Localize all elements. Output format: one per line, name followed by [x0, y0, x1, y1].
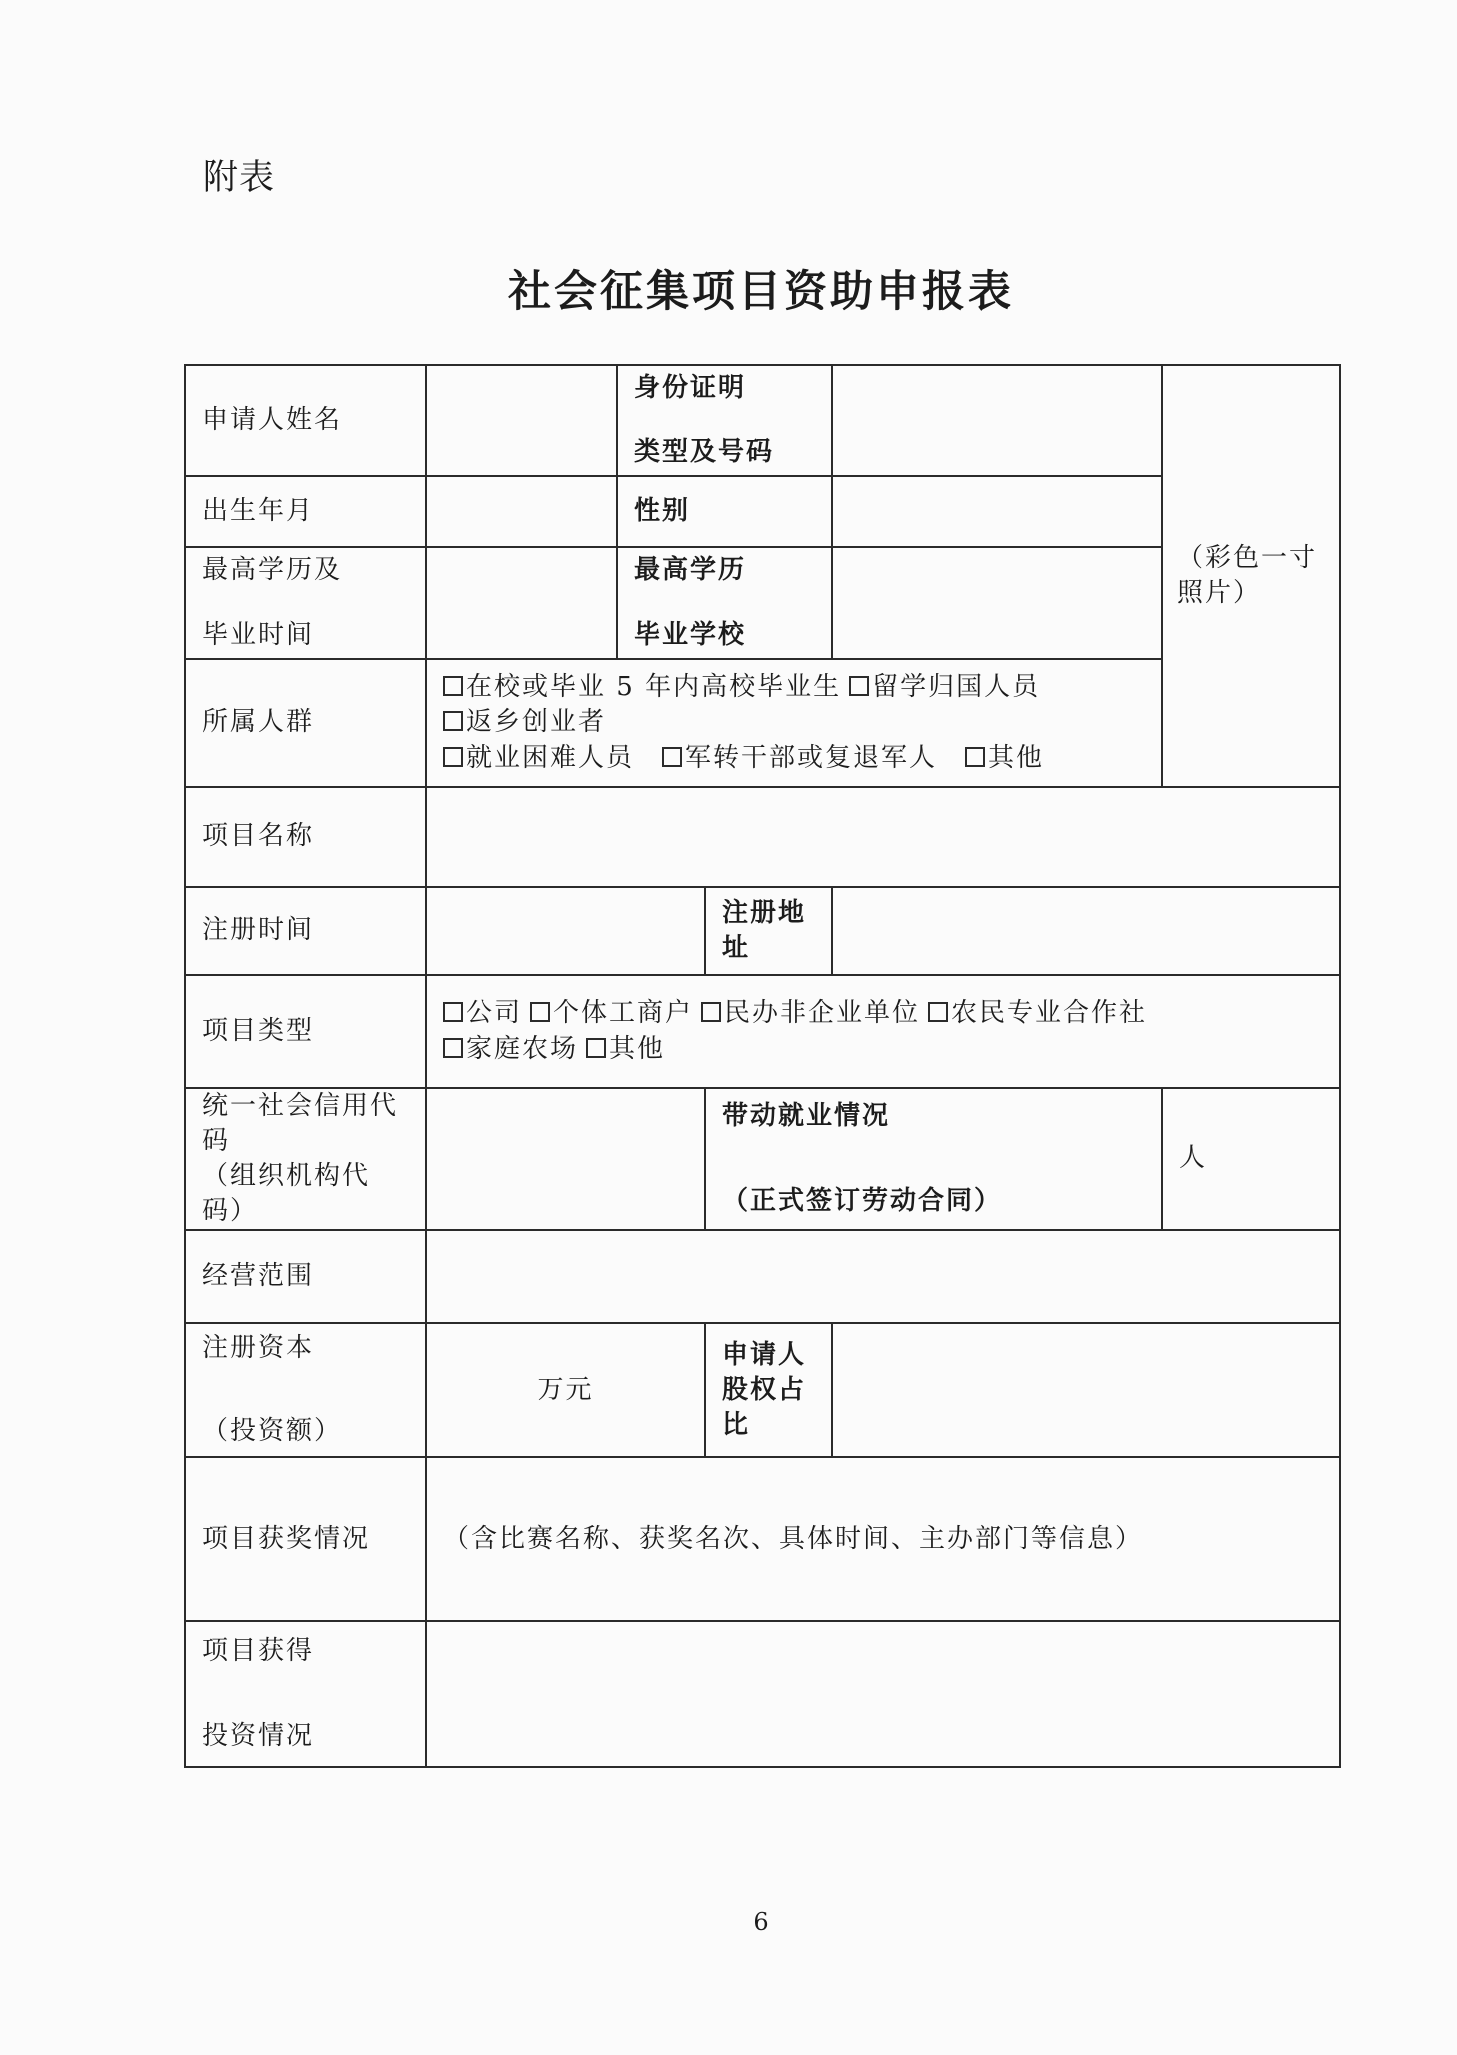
label-investment-line2: 投资情况 [202, 1721, 315, 1752]
group-option-graduate[interactable]: 在校或毕业 5 年内高校毕业生 [443, 672, 841, 702]
field-credit-code[interactable] [426, 1088, 705, 1230]
label-capital-line2: （投资额） [202, 1416, 343, 1447]
label-employment-line2: （正式签订劳动合同） [722, 1186, 1003, 1217]
checkbox-icon [443, 1038, 463, 1058]
photo-box [1162, 365, 1340, 787]
type-option-individual-business[interactable]: 个体工商户 [530, 998, 693, 1028]
label-school-line2: 毕业学校 [634, 619, 747, 650]
field-gender[interactable] [832, 476, 1162, 547]
form-title: 社会征集项目资助申报表 [508, 267, 1014, 317]
checkbox-icon [443, 747, 463, 767]
field-applicant-name[interactable] [426, 365, 617, 476]
type-option-private-non-enterprise[interactable]: 民办非企业单位 [701, 998, 920, 1028]
group-option-returnee[interactable]: 留学归国人员 [849, 672, 1040, 702]
form-row-investment [185, 1621, 1340, 1767]
label-school-line1: 最高学历 [634, 555, 747, 585]
label-credit-code-line1: 统一社会信用代码 [202, 1091, 399, 1157]
label-gender: 性别 [617, 476, 832, 547]
field-education[interactable] [426, 547, 617, 659]
checkbox-icon [849, 676, 869, 696]
form-row-credit-code [185, 1088, 1340, 1230]
group-option-hometown-entrepreneur[interactable]: 返乡创业者 [443, 707, 606, 737]
form-row-applicant [185, 365, 1340, 476]
checkbox-icon [443, 711, 463, 731]
field-employment-count[interactable] [1162, 1088, 1340, 1230]
awards-hint: （含比赛名称、获奖名次、具体时间、主办部门等信息） [443, 1523, 1144, 1554]
label-awards: 项目获奖情况 [185, 1457, 426, 1621]
checkbox-icon [662, 747, 682, 767]
checkbox-icon [586, 1038, 606, 1058]
label-edu-line2: 毕业时间 [202, 619, 315, 650]
type-option-family-farm[interactable]: 家庭农场 [443, 1034, 578, 1064]
field-awards[interactable] [426, 1457, 1340, 1621]
checkbox-icon [965, 747, 985, 767]
label-id-type-line2: 类型及号码 [634, 437, 775, 468]
type-option-farmer-cooperative[interactable]: 农民专业合作社 [928, 998, 1147, 1028]
label-employment-line1: 带动就业情况 [722, 1101, 891, 1132]
label-project-name: 项目名称 [185, 787, 426, 887]
label-business-scope: 经营范围 [185, 1230, 426, 1323]
field-birth[interactable] [426, 476, 617, 547]
form-row-project-type [185, 975, 1340, 1088]
annex-label: 附表 [203, 158, 276, 198]
label-credit-code-line2: （组织机构代码） [202, 1161, 371, 1227]
label-investment-line1: 项目获得 [202, 1636, 315, 1667]
field-capital[interactable] [426, 1323, 705, 1457]
field-investment[interactable] [426, 1621, 1340, 1767]
field-school[interactable] [832, 547, 1162, 659]
label-birth: 出生年月 [185, 476, 426, 547]
label-photo-line2: 照片） [1177, 578, 1262, 608]
label-id-type-line1: 身份证明 [634, 372, 747, 403]
type-options [426, 975, 1340, 1088]
field-business-scope[interactable] [426, 1230, 1340, 1323]
group-options [426, 659, 1162, 787]
field-reg-address[interactable] [832, 887, 1340, 975]
page-number: 6 [753, 1908, 769, 1936]
label-project-type: 项目类型 [185, 975, 426, 1088]
group-option-other[interactable]: 其他 [965, 743, 1044, 773]
label-reg-time: 注册时间 [185, 887, 426, 975]
application-form-table [184, 364, 1341, 1768]
group-option-veteran[interactable]: 军转干部或复退军人 [662, 743, 937, 773]
label-group: 所属人群 [185, 659, 426, 787]
capital-unit: 万元 [537, 1374, 594, 1405]
type-option-other[interactable]: 其他 [586, 1034, 665, 1064]
label-equity: 申请人股权占比 [705, 1323, 832, 1457]
checkbox-icon [928, 1002, 948, 1022]
checkbox-icon [443, 1002, 463, 1022]
label-reg-address: 注册地址 [705, 887, 832, 975]
form-row-business-scope [185, 1230, 1340, 1323]
field-project-name[interactable] [426, 787, 1340, 887]
field-id-number[interactable] [832, 365, 1162, 476]
checkbox-icon [701, 1002, 721, 1022]
label-edu-line1: 最高学历及 [202, 555, 343, 585]
checkbox-icon [530, 1002, 550, 1022]
form-row-registration [185, 887, 1340, 975]
form-row-awards [185, 1457, 1340, 1621]
form-row-capital [185, 1323, 1340, 1457]
form-row-project-name [185, 787, 1340, 887]
field-reg-time[interactable] [426, 887, 705, 975]
type-option-company[interactable]: 公司 [443, 998, 522, 1028]
group-option-employment-difficulty[interactable]: 就业困难人员 [443, 743, 634, 773]
label-capital-line1: 注册资本 [202, 1333, 315, 1364]
field-equity[interactable] [832, 1323, 1340, 1457]
label-photo-line1: （彩色一寸 [1177, 542, 1318, 573]
label-applicant-name: 申请人姓名 [185, 365, 426, 476]
employment-unit: 人 [1179, 1143, 1208, 1173]
checkbox-icon [443, 676, 463, 696]
